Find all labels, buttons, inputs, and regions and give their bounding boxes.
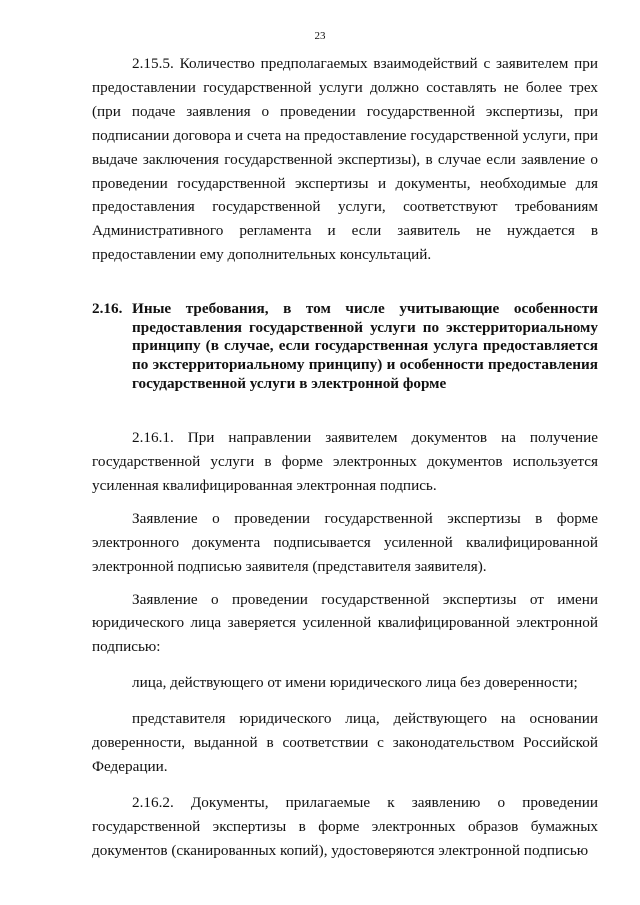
list-item-without-proxy: лица, действующего от имени юридического лица без доверенности; bbox=[132, 674, 578, 692]
section-heading-number: 2.16. bbox=[92, 300, 123, 318]
section-heading-2-16 bbox=[92, 300, 598, 393]
paragraph-2-16-1: 2.16.1. При направлении заявителем документов на получение государственной услуги в форме электронных документов используется усиленная квалифицированная электронная подпись. bbox=[92, 429, 598, 494]
paragraph-electronic-application: Заявление о проведении государственной экспертизы в форме электронного документа подписывается усиленной квалифицированной электронной подписью заявителя (представителя заявителя). bbox=[92, 509, 598, 575]
page-number: 23 bbox=[314, 30, 326, 42]
paragraph-2-16-2: 2.16.2. Документы, прилагаемые к заявлению о проведении государственной экспертизы в форме электронных образов бумажных документов (сканированных копий), удостоверяются электронной подписью bbox=[92, 793, 598, 859]
section-heading-title: Иные требования, в том числе учитывающие особенности предоставления государственной услуги по экстерриториальному принципу (в случае, если государственная услуга предоставляется по экстерриториальному принципу) и особенности предоставления государственной услуги в электронной форме bbox=[132, 300, 598, 392]
paragraph-legal-entity-application: Заявление о проведении государственной экспертизы от имени юридического лица заверяется усиленной квалифицированной электронной подписью: bbox=[92, 590, 598, 656]
paragraph-2-15-5: 2.15.5. Количество предполагаемых взаимодействий с заявителем при предоставлении государственной услуги должно составлять не более трех (при подаче заявления о проведении государственной экспертизы, при подписании договора и счета на предоставление государственной услуги, при выдаче заключения государственной экспертизы), в случае если заявление о проведении государственной экспертизы и документы, необходимые для предоставления государственной услуги, соответствуют требованиям Административного регламента и если заявитель не нуждается в предоставлении ему дополнительных консультаций. bbox=[92, 55, 598, 264]
document-body bbox=[92, 52, 598, 863]
list-item-with-proxy: представителя юридического лица, действующего на основании доверенности, выданной в соответствии с законодательством Российской Федерации. bbox=[92, 710, 598, 775]
